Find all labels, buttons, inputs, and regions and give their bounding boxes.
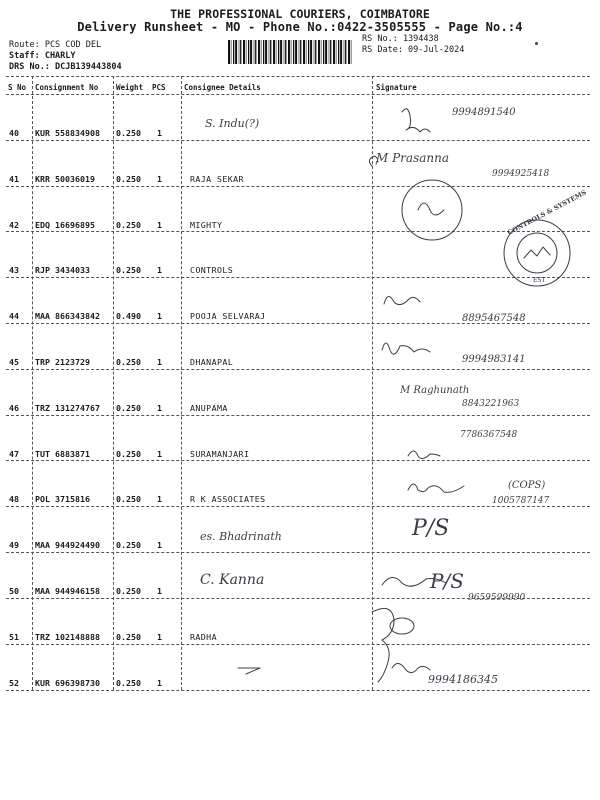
cell-pcs: 1 xyxy=(157,311,162,322)
hw-r48-note: (COPS) xyxy=(508,480,546,491)
cell-consignee: RADHA xyxy=(190,631,217,642)
cell-sno: 50 xyxy=(9,586,19,596)
runsheet-subtitle: Delivery Runsheet - MO - Phone No.:0422-3505555 - Page No.:4 xyxy=(77,20,523,34)
row-separator xyxy=(6,323,590,324)
cell-consignment: KUR 558834908 xyxy=(35,128,100,138)
col-header-weight: Weight xyxy=(116,83,144,92)
row-separator xyxy=(6,415,590,416)
cell-consignee: CONTROLS xyxy=(190,265,234,276)
cell-sno: 51 xyxy=(9,631,19,642)
cell-pcs: 1 xyxy=(157,357,162,367)
route-staff-block xyxy=(9,40,122,73)
row-separator xyxy=(6,598,590,599)
sig-r42 xyxy=(418,203,444,215)
col-header-sno: S No xyxy=(8,83,27,92)
cell-sno: 48 xyxy=(9,494,19,505)
hw-r47-phone: 7786367548 xyxy=(460,430,518,440)
hw-r40-consignee: S. Indu(?) xyxy=(205,117,260,130)
hw-r44-phone: 8895467548 xyxy=(462,313,526,324)
sig-r47 xyxy=(408,451,440,459)
cell-weight: 0.250 xyxy=(116,494,141,505)
stamp-r43-text: CONTROLS & SYSTEMS xyxy=(506,188,588,237)
sig-r50-scribble xyxy=(382,577,446,586)
header-bottom-rule xyxy=(6,94,590,95)
cell-weight: 0.250 xyxy=(116,586,141,596)
cell-pcs: 1 xyxy=(157,631,162,642)
row-separator xyxy=(6,140,590,141)
cell-weight: 0.250 xyxy=(116,631,141,642)
cell-consignee: ANUPAMA xyxy=(190,402,228,413)
row-separator xyxy=(6,186,590,187)
cell-weight: 0.250 xyxy=(116,677,141,688)
sig-r41-mark xyxy=(369,156,377,166)
cell-pcs: 1 xyxy=(157,219,162,230)
sig-r51-oval xyxy=(390,618,414,634)
cell-consignee: POOJA SELVARAJ xyxy=(190,311,266,322)
cell-sno: 42 xyxy=(9,219,19,230)
sig-r40 xyxy=(402,109,430,132)
cell-weight: 0.490 xyxy=(116,311,141,322)
cell-weight: 0.250 xyxy=(116,219,141,230)
cell-pcs: 1 xyxy=(157,128,162,138)
row-separator xyxy=(6,231,590,232)
row-separator xyxy=(6,644,590,645)
stamp-r43-inner xyxy=(517,233,557,273)
cell-weight: 0.250 xyxy=(116,265,141,276)
cell-consignment: TRZ 102148888 xyxy=(35,631,100,642)
hw-r50-sig: P/S xyxy=(430,569,464,593)
drs-number: DRS No.: DCJB139443804 xyxy=(9,62,122,72)
cell-sno: 47 xyxy=(9,448,19,459)
cell-pcs: 1 xyxy=(157,540,162,551)
cell-consignment: KUR 696398730 xyxy=(35,677,100,688)
hw-r52-phone: 9994186345 xyxy=(428,673,498,686)
cell-pcs: 1 xyxy=(157,448,162,459)
row-separator xyxy=(6,460,590,461)
cell-sno: 40 xyxy=(9,128,19,138)
cell-sno: 52 xyxy=(9,677,19,688)
cell-consignee: RAJA SEKAR xyxy=(190,173,244,184)
cell-consignee: R K ASSOCIATES xyxy=(190,494,266,505)
hw-r50-consignee: C. Kanna xyxy=(200,572,265,588)
col-header-consignment: Consignment No xyxy=(35,83,99,92)
cell-sno: 49 xyxy=(9,540,19,551)
table-top-rule xyxy=(6,76,590,77)
hw-r49-sig: P/S xyxy=(412,516,450,541)
cell-weight: 0.250 xyxy=(116,128,141,138)
hw-r46-sig: M Raghunath xyxy=(400,385,470,396)
col-header-consignee: Consignee Details xyxy=(184,83,261,92)
cell-consignment: EDQ 16696895 xyxy=(35,219,95,230)
sig-r48 xyxy=(408,484,464,492)
cell-consignment: POL 3715816 xyxy=(35,494,90,505)
stamp-r43-logo xyxy=(524,247,550,258)
cell-consignee: MIGHTY xyxy=(190,219,223,230)
row-separator xyxy=(6,552,590,553)
cell-consignment: RJP 3434033 xyxy=(35,265,90,276)
rs-number: RS No.: 1394438 xyxy=(362,34,439,44)
hw-r40-phone: 9994891540 xyxy=(452,107,516,118)
company-title: THE PROFESSIONAL COURIERS, COIMBATORE xyxy=(170,7,430,21)
cell-sno: 41 xyxy=(9,173,19,184)
cell-weight: 0.250 xyxy=(116,540,141,551)
cell-pcs: 1 xyxy=(157,494,162,505)
cell-consignment: TRZ 131274767 xyxy=(35,402,100,413)
hw-r49-consignee: es. Bhadrinath xyxy=(200,530,282,543)
cell-pcs: 1 xyxy=(157,265,162,276)
col-header-pcs: PCS xyxy=(152,83,166,92)
cell-sno: 44 xyxy=(9,311,19,322)
speck-mark xyxy=(535,42,538,45)
sig-r51-loop xyxy=(372,608,394,682)
row-separator xyxy=(6,506,590,507)
cell-consignment: TRP 2123729 xyxy=(35,357,90,367)
barcode xyxy=(228,40,353,64)
r52-consignee-scribble xyxy=(238,668,260,674)
cell-consignment: MAA 866343842 xyxy=(35,311,100,322)
sig-r45 xyxy=(382,343,430,354)
cell-pcs: 1 xyxy=(157,402,162,413)
cell-weight: 0.250 xyxy=(116,173,141,184)
hw-r45-phone: 9994983141 xyxy=(462,354,526,365)
stamp-r43-outer xyxy=(504,220,570,286)
hw-r48-phone: 1005787147 xyxy=(492,496,550,506)
hw-r41-phone: 9994925418 xyxy=(492,169,550,179)
hw-r50-phone: 9659599990 xyxy=(468,593,526,603)
cell-consignment: KRR 50036019 xyxy=(35,173,95,184)
hw-r41-sig: M Prasanna xyxy=(376,151,449,165)
table-bottom-rule xyxy=(6,690,590,691)
cell-weight: 0.250 xyxy=(116,448,141,459)
cell-sno: 46 xyxy=(9,402,19,413)
sig-r44 xyxy=(384,296,420,304)
rs-block xyxy=(362,34,464,56)
cell-weight: 0.250 xyxy=(116,402,141,413)
cell-pcs: 1 xyxy=(157,586,162,596)
hw-r46-phone: 8843221963 xyxy=(462,399,520,409)
cell-consignment: TUT 6883871 xyxy=(35,448,90,459)
route-label: Route: PCS COD DEL xyxy=(9,40,102,50)
row-separator xyxy=(6,369,590,370)
cell-consignment: MAA 944924490 xyxy=(35,540,100,551)
stamp-r43-sub: EST xyxy=(533,277,546,284)
cell-consignee: SURAMANJARI xyxy=(190,448,250,459)
cell-consignee: DHANAPAL xyxy=(190,357,234,367)
cell-consignment: MAA 944946158 xyxy=(35,586,100,596)
row-separator xyxy=(6,277,590,278)
cell-sno: 43 xyxy=(9,265,19,276)
staff-label: Staff: CHARLY xyxy=(9,51,76,61)
cell-weight: 0.250 xyxy=(116,357,141,367)
rs-date: RS Date: 09-Jul-2024 xyxy=(362,45,465,55)
cell-pcs: 1 xyxy=(157,677,162,688)
cell-sno: 45 xyxy=(9,357,19,367)
cell-pcs: 1 xyxy=(157,173,162,184)
sig-r52 xyxy=(392,663,430,672)
col-header-signature: Signature xyxy=(376,83,417,92)
